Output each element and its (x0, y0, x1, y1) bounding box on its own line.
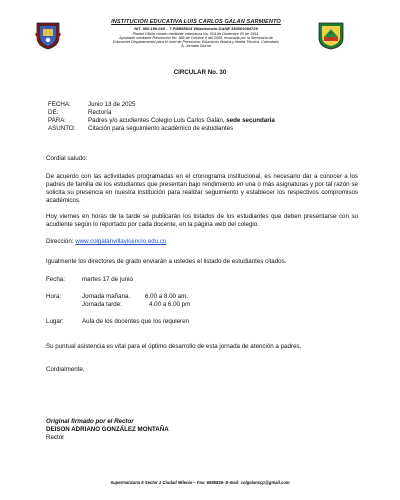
institution-nit: NIT. 900.190.018 – 7 PDB58614 Villavicencio DANE 150001004729 (134, 26, 258, 31)
website-link[interactable]: www.colgalanvillavicencio.edu.co (75, 238, 167, 245)
field-value-fecha: Junio 13 de 2025 (88, 101, 136, 108)
greeting: Cordial saludo: (46, 155, 88, 162)
school-crest-logo (34, 20, 62, 50)
direction-line (46, 238, 358, 246)
field-label-asunto: ASUNTO: (48, 125, 76, 132)
legal-info (80, 32, 312, 48)
hour-afternoon-label: Jornada tarde: (82, 301, 122, 308)
paragraph-1: De acuerdo con las actividades programadas en el cronograma institucional, es necesario dar a conocer a los padres de familia de los estudiantes que presentan bajo rendimiento en una o más asignaturas y por tal razón se solicita su presencia en nuestra institución para realizar seguimiento y establecer los respectivos compromisos académicos. (46, 173, 358, 204)
hour-morning-value: 6.00 a 8.00 am. (145, 293, 188, 300)
hour-morning-label: Jornada mañana. (82, 293, 131, 300)
signature-note: Original firmado por el Rector (46, 418, 134, 425)
date-label: Fecha: (46, 276, 65, 283)
hour-label: Hora: (46, 293, 62, 300)
date-value: martes 17 de junio (82, 276, 133, 283)
department-shield-logo (317, 20, 345, 50)
legal-line: A, Jornada Diurna (181, 44, 211, 49)
field-value-de: Rectoría (88, 109, 112, 116)
footer-address: Supermanzana 5 Sector 2 Ciudad Milenio – Fax: 6685835- E-mail: colgalanscp@gmail.com (110, 480, 290, 485)
field-label-fecha: FECHA: (48, 101, 71, 108)
paragraph-3: Igualmente los directores de grado enviarán a ustedes el listado de estudiantes citados. (46, 258, 287, 265)
direction-label: Dirección: (46, 238, 76, 245)
place-value: Aula de los docentes que los requieren (82, 318, 189, 325)
para-bold-text: sede secundaria (226, 117, 275, 124)
signature-role: Rector (46, 434, 65, 441)
place-label: Lugar: (46, 318, 64, 325)
field-value-asunto: Citación para seguimiento académico de estudiantes (88, 125, 234, 132)
legal-line: Plantel Oficial creado mediante ordenanza No. 004 de Diciembre 05 de 1991. (132, 32, 260, 36)
legal-line: Aprobado mediante Resolución No. 968 de Octubre 6 del 2008, emanada por la Secretaria de (119, 36, 273, 41)
institution-name: INSTITUCIÓN EDUCATIVA LUIS CARLOS GALAN SARMIENTO (111, 19, 281, 25)
paragraph-4: Su puntual asistencia es vital para el óptimo desarrollo de esta jornada de atención a padres. (46, 343, 302, 350)
paragraph-2: Hoy viernes en horas de la tarde se publicarán los listados de los estudiantes que deben presentarse con su acudiente según lo reportado por cada docente, en la página web del colegio. (46, 213, 358, 228)
field-value-para (88, 117, 275, 125)
hour-afternoon-value: 4.00 a 6.00 pm (149, 301, 191, 308)
signature-name: DEISON ADRIANO GONZÁLEZ MONTAÑA (46, 426, 169, 433)
closing: Cordialmente, (46, 366, 85, 373)
field-label-para: PARA: (48, 117, 67, 124)
para-text: Padres y/o acudientes Colegio Luis Carlos Galán, (88, 117, 227, 124)
legal-line: Educación Departamental para el nivel de Preescolar, Educación Básica y Media Técnica, Calendario (112, 40, 280, 45)
circular-title: CIRCULAR No. 30 (173, 69, 227, 76)
field-label-de: DE: (48, 109, 59, 116)
